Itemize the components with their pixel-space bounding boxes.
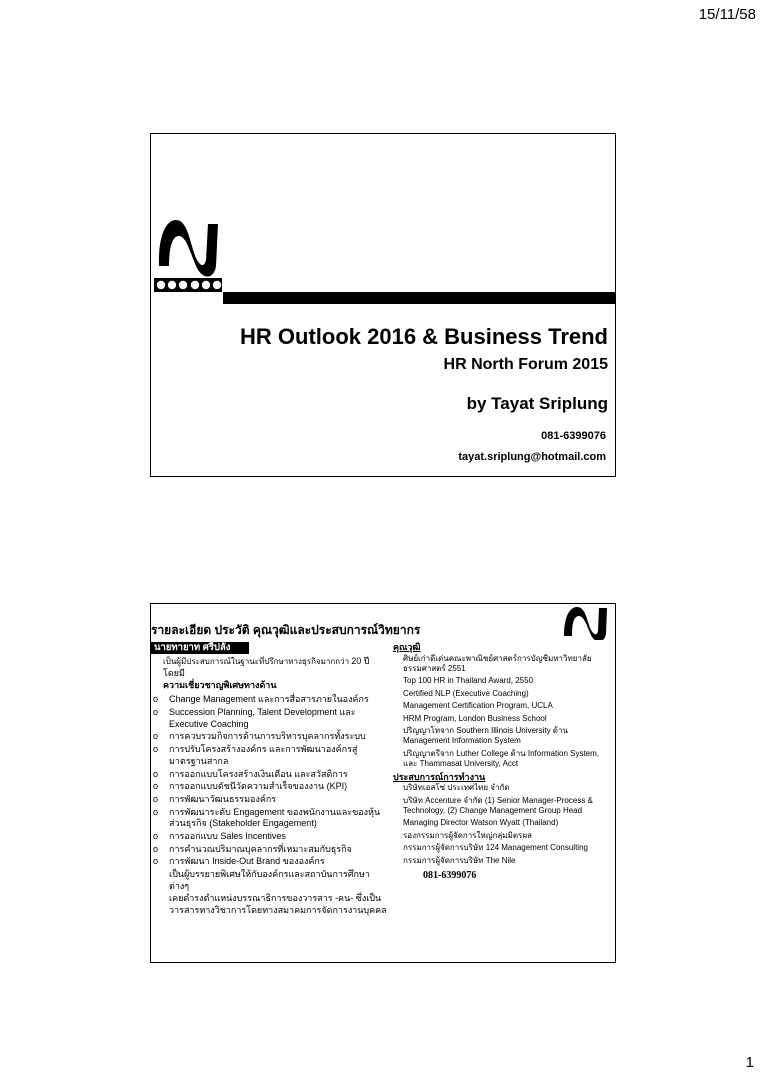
slide2-title: รายละเอียด ประวัติ คุณวุฒิและประสบการณ์วิทยากร bbox=[151, 623, 421, 637]
profile-slide bbox=[150, 603, 616, 963]
qualification-item: ปริญญาโทจาก Southern Illinois University ด้าน Management Information System bbox=[403, 726, 568, 746]
expertise-item: o การออกแบบโครงสร้างเงินเดือน และสวัสดิการ bbox=[151, 769, 389, 781]
speaker-intro bbox=[151, 654, 389, 693]
intro-text-3: ความเชี่ยวชาญพิเศษทางด้าน bbox=[163, 679, 277, 690]
expertise-item: o การพัฒนาวัฒนธรรมองค์กร bbox=[151, 794, 389, 806]
page-number: 1 bbox=[745, 1054, 754, 1071]
title-slide bbox=[150, 133, 616, 477]
contact-phone-2: 081-6399076 bbox=[423, 870, 477, 882]
expertise-item: o Succession Planning, Talent Development และ Executive Coaching bbox=[151, 707, 389, 730]
qualification-item: ศิษย์เก่าดีเด่นคณะพาณิชย์ศาสตร์การบัญชีมหาวิทยาลัยธรรมศาสตร์ 2551 bbox=[403, 653, 592, 674]
experience-heading: ประสบการณ์การทำงาน bbox=[393, 771, 486, 782]
expertise-item: o Change Management และการสื่อสารภายในองค์กร bbox=[151, 694, 389, 706]
intro-text-1: เป็นผู้มีประสบการณ์ในฐานะที่ปรึกษาทางธุรกิจมากกว่า bbox=[163, 657, 350, 667]
expertise-item: o การออกแบบ Sales Incentives bbox=[151, 831, 389, 843]
expertise-item: o การพัฒนา Inside-Out Brand ขององค์กร bbox=[151, 856, 389, 868]
experience-item: กรรมการผู้จัดการบริษัท 124 Management Consulting bbox=[403, 843, 588, 853]
the-nile-logo-small-icon bbox=[561, 604, 611, 640]
qualifications-column bbox=[391, 642, 613, 960]
experience-item: บริษัท Accenture จำกัด (1) Senior Manager-Process & Technology, (2) Change Management Group Head bbox=[403, 795, 593, 816]
the-nile-logo-icon bbox=[154, 214, 222, 292]
experience-item: บริษัทเอสโซ่ ประเทศไทย จำกัด bbox=[403, 783, 510, 793]
qualification-item: Certified NLP (Executive Coaching) bbox=[403, 688, 529, 698]
speaker-note: เคยดำรงตำแหน่งบรรณาธิการของวารสาร -คน- ซึ่งเป็นวารสารทางวิชาการโดยทางสมาคมการจัดการงานบุคคล bbox=[169, 893, 387, 916]
qualification-item: Management Certification Program, UCLA bbox=[403, 701, 553, 711]
speaker-note: เป็นผู้บรรยายพิเศษให้กับองค์กรและสถาบันการศึกษาต่างๆ bbox=[169, 869, 370, 891]
expertise-item: o การพัฒนาระดับ Engagement ของพนักงานและของหุ้นส่วนธุรกิจ (Stakeholder Engagement) bbox=[151, 807, 389, 830]
experience-item: รองกรรมการผู้จัดการใหญ่กลุ่มมิตรผล bbox=[403, 830, 532, 840]
speaker-profile-column bbox=[151, 642, 389, 960]
page-date: 15/11/58 bbox=[698, 6, 756, 23]
experience-item: กรรมการผู้จัดการบริษัท The Nile bbox=[403, 855, 516, 865]
slide-title: HR Outlook 2016 & Business Trend bbox=[240, 324, 608, 349]
qualification-item: ปริญญาตรีจาก Luther College ด้าน Information System, และ Thammasat University, Acct bbox=[403, 748, 600, 769]
qualification-item: Top 100 HR in Thailand Award, 2550 bbox=[403, 676, 534, 686]
qualifications-heading: คุณวุฒิ bbox=[393, 642, 421, 652]
contact-email: tayat.sriplung@hotmail.com bbox=[458, 451, 606, 463]
title-band bbox=[223, 292, 615, 304]
slide-subtitle: HR North Forum 2015 bbox=[443, 356, 608, 373]
expertise-item: o การปรับโครงสร้างองค์กร และการพัฒนาองค์กรสู่มาตรฐานสากล bbox=[151, 744, 389, 767]
experience-item: Managing Director Watson Wyatt (Thailand) bbox=[403, 818, 559, 828]
contact-phone: 081-6399076 bbox=[541, 430, 606, 442]
author-name: by Tayat Sriplung bbox=[466, 394, 608, 413]
intro-text-2: 20 ปี โดยมี bbox=[163, 656, 370, 679]
speaker-name: นายทายาท ศรีปลั่ง bbox=[151, 642, 249, 654]
expertise-item: o การออกแบบดัชนีวัดความสำเร็จของงาน (KPI) bbox=[151, 781, 389, 793]
expertise-item: o การควบรวมกิจการด้านการบริหารบุคลากรทั้งระบบ bbox=[151, 731, 389, 743]
expertise-item: o การคำนวณปริมาณบุคลากรที่เหมาะสมกับธุรกิจ bbox=[151, 844, 389, 856]
qualification-item: HRM Program, London Business School bbox=[403, 713, 547, 723]
